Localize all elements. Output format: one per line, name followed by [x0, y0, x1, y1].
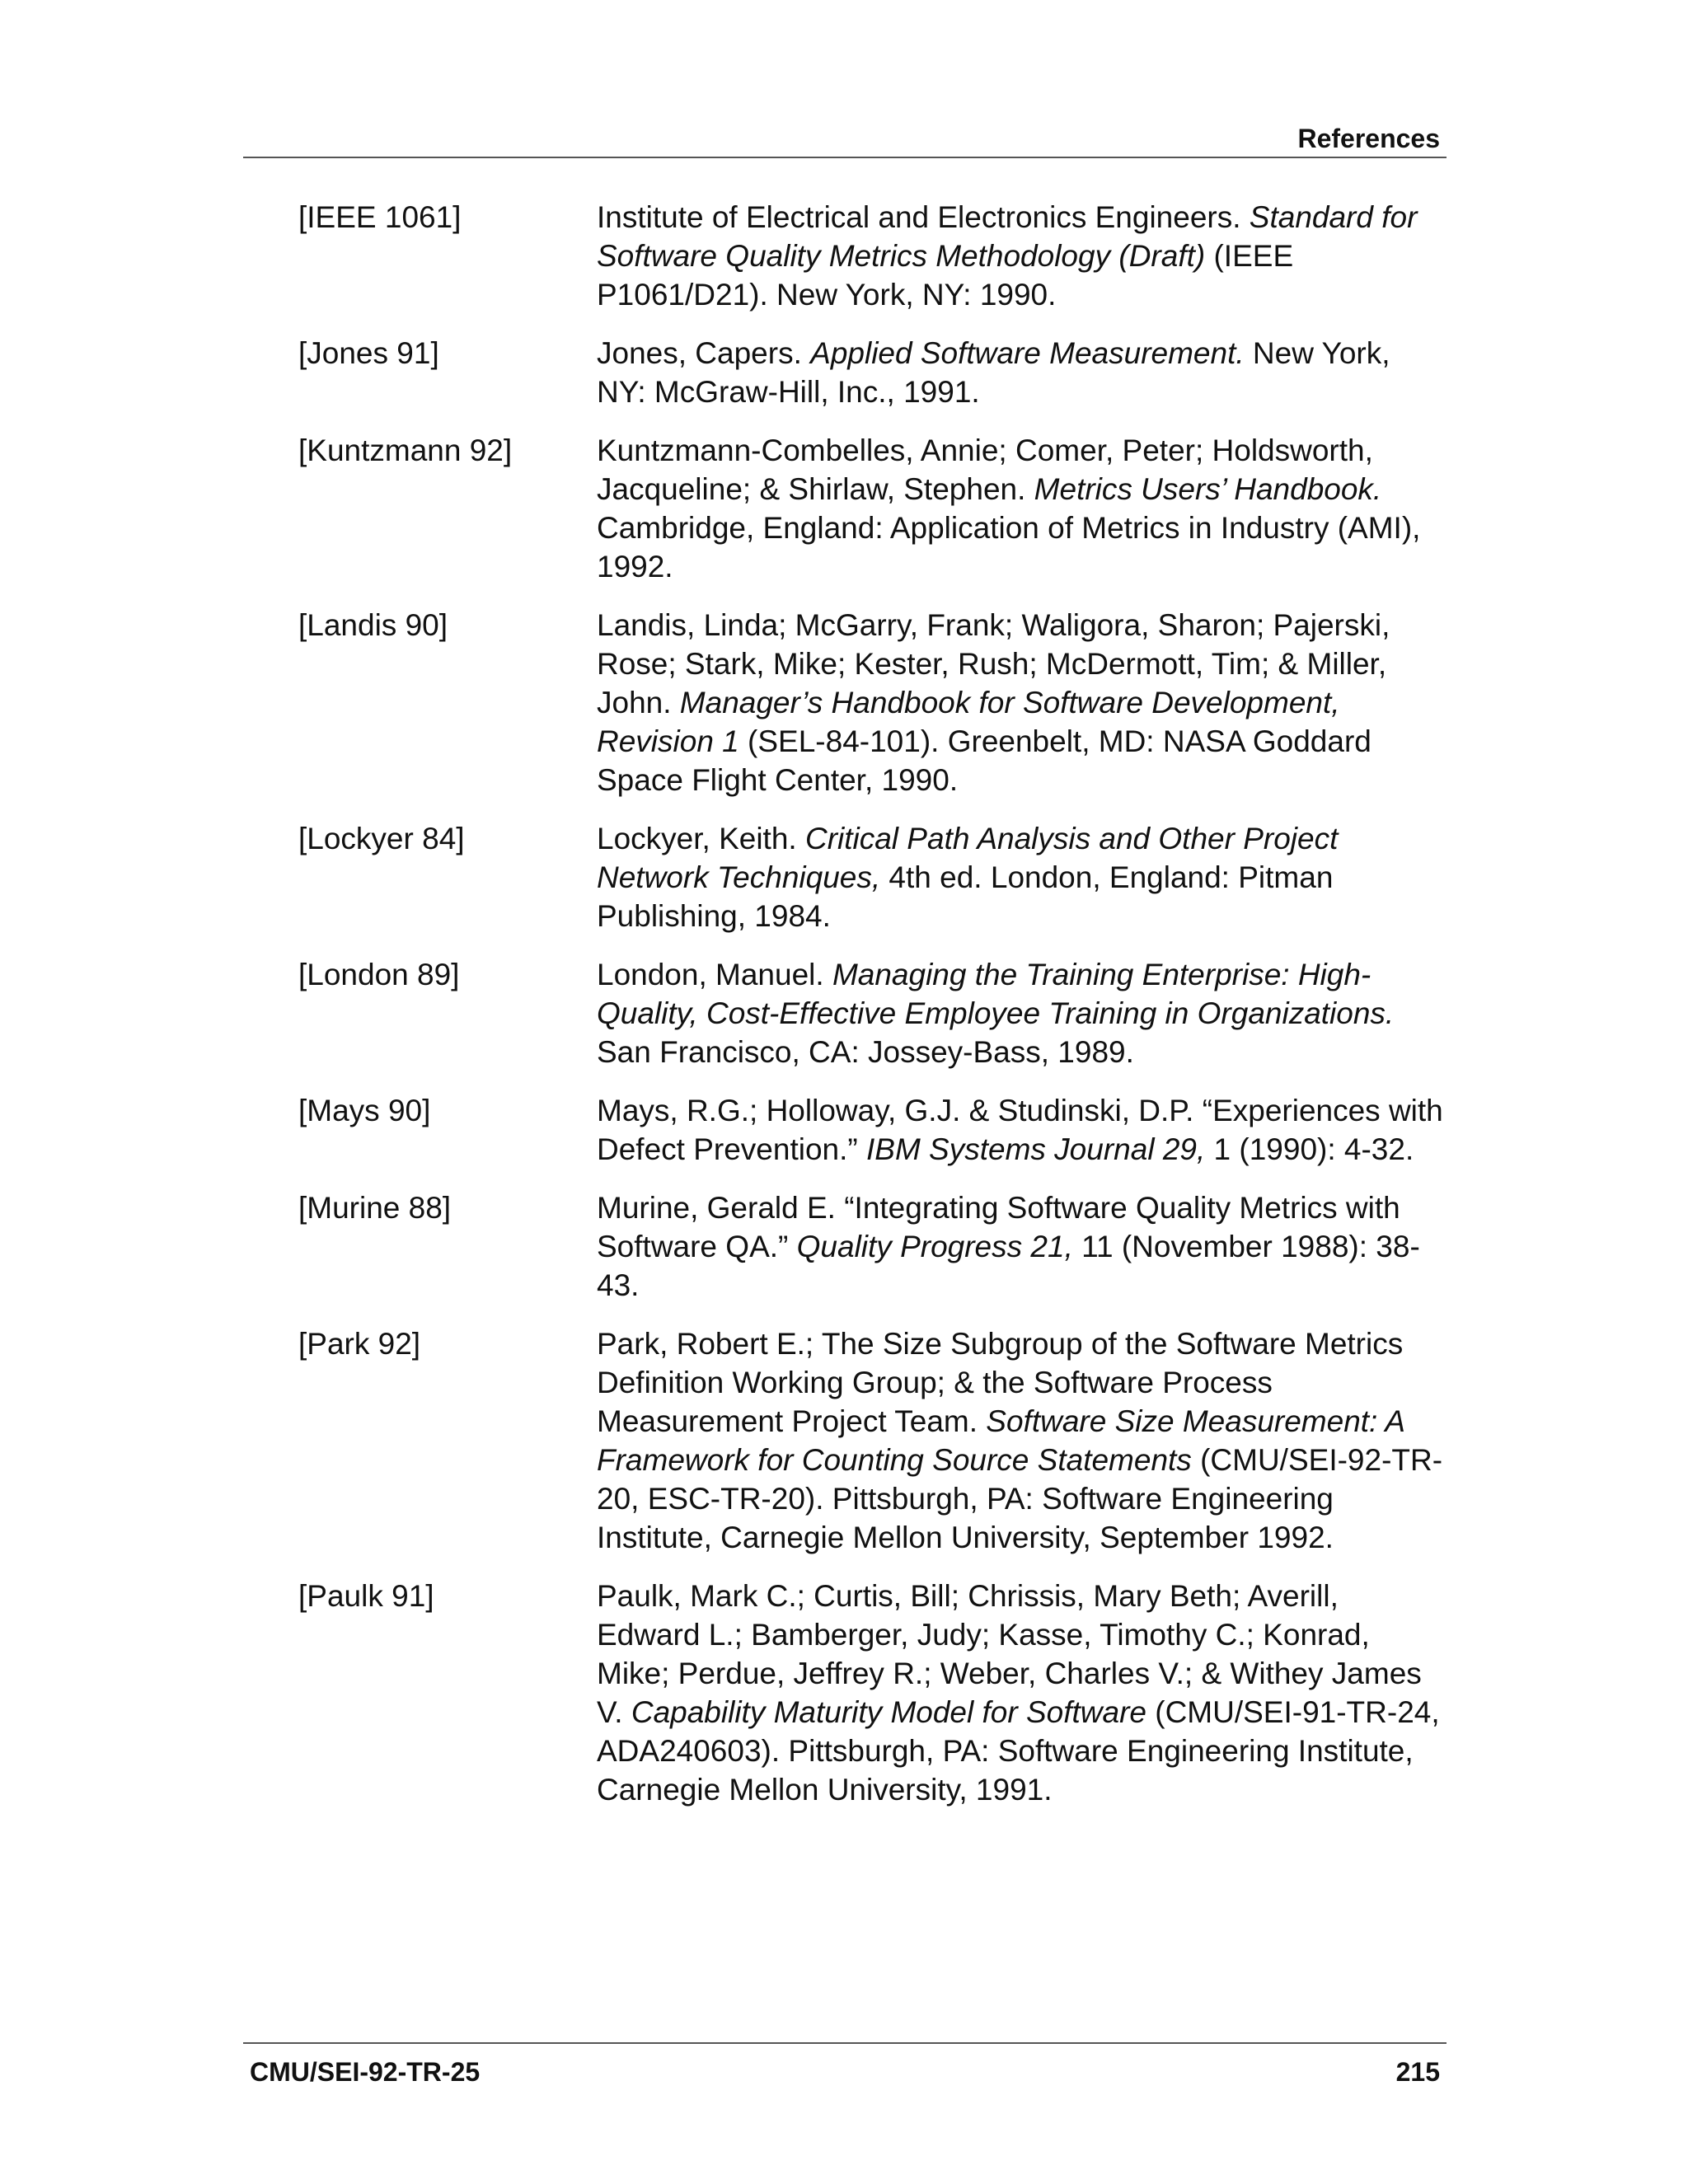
- reference-text: [597, 1188, 1444, 1305]
- reference-entry: [298, 819, 1444, 935]
- reference-text: [597, 819, 1444, 935]
- reference-text-run: Mays, R.G.; Holloway, G.J. & Studinski, D.P. “Experiences with Defect Prevention.”: [597, 1094, 1443, 1166]
- reference-key: [London 89]: [298, 958, 460, 991]
- reference-text-run: (IEEE P1061/D21). New York, NY: 1990.: [597, 239, 1294, 312]
- reference-title: Standard for Software Quality Metrics Methodology (Draft): [597, 200, 1418, 273]
- reference-key: [Landis 90]: [298, 608, 448, 642]
- reference-title: Quality Progress 21,: [796, 1230, 1073, 1263]
- reference-entry: [298, 431, 1444, 586]
- reference-text-run: Park, Robert E.; The Size Subgroup of the Software Metrics Definition Working Group; & the Software Process Measurement Project Team.: [597, 1327, 1404, 1438]
- reference-text-run: Landis, Linda; McGarry, Frank; Waligora, Sharon; Pajerski, Rose; Stark, Mike; Kester, Rush; McDermott, Tim; & Miller, John.: [597, 608, 1390, 719]
- reference-text-run: Kuntzmann-Combelles, Annie; Comer, Peter; Holdsworth, Jacqueline; & Shirlaw, Stephen.: [597, 434, 1373, 506]
- reference-entry: [298, 1091, 1444, 1169]
- reference-text: [597, 1091, 1444, 1169]
- reference-title: Critical Path Analysis and Other Project Network Techniques,: [597, 822, 1339, 894]
- reference-text-run: 4th ed. London, England: Pitman Publishing, 1984.: [597, 860, 1334, 933]
- reference-title: Manager’s Handbook for Software Development, Revision 1: [597, 686, 1340, 758]
- reference-text-run: Paulk, Mark C.; Curtis, Bill; Chrissis, Mary Beth; Averill, Edward L.; Bamberger, Judy; Kasse, Timothy C.; Konrad, Mike; Perdue, Jeffrey R.; Weber, Charles V.; & Withey James V.: [597, 1579, 1422, 1729]
- reference-entry: [298, 1324, 1444, 1557]
- reference-text-run: Jones, Capers.: [597, 336, 811, 370]
- reference-text-run: (SEL-84-101). Greenbelt, MD: NASA Goddard Space Flight Center, 1990.: [597, 724, 1372, 797]
- reference-key: [Kuntzmann 92]: [298, 434, 513, 467]
- reference-text-run: San Francisco, CA: Jossey-Bass, 1989.: [597, 1035, 1134, 1069]
- reference-text: [597, 334, 1444, 411]
- reference-title: Capability Maturity Model for Software: [631, 1695, 1146, 1729]
- reference-key: [Lockyer 84]: [298, 822, 465, 855]
- reference-text: [597, 431, 1444, 586]
- reference-text: [597, 198, 1444, 314]
- reference-list: [298, 198, 1444, 1829]
- reference-title: IBM Systems Journal 29,: [865, 1132, 1206, 1166]
- reference-text-run: 1 (1990): 4-32.: [1205, 1132, 1414, 1166]
- section-title: References: [1297, 124, 1440, 153]
- reference-text-run: Cambridge, England: Application of Metrics in Industry (AMI), 1992.: [597, 511, 1421, 583]
- report-number: CMU/SEI-92-TR-25: [250, 2057, 481, 2087]
- reference-entry: [298, 955, 1444, 1071]
- reference-entry: [298, 1188, 1444, 1305]
- reference-entry: [298, 198, 1444, 314]
- reference-entry: [298, 606, 1444, 799]
- reference-text-run: New York, NY: McGraw-Hill, Inc., 1991.: [597, 336, 1390, 409]
- reference-key: [Park 92]: [298, 1327, 421, 1361]
- reference-title: Applied Software Measurement.: [810, 336, 1245, 370]
- reference-text: [597, 955, 1444, 1071]
- reference-key: [Paulk 91]: [298, 1579, 434, 1613]
- page-footer: [243, 2042, 1447, 2087]
- reference-text-run: 11 (November 1988): 38-43.: [597, 1230, 1420, 1302]
- reference-title: Metrics Users’ Handbook.: [1034, 472, 1382, 506]
- page-header: [243, 124, 1447, 158]
- reference-text-run: Murine, Gerald E. “Integrating Software Quality Metrics with Software QA.”: [597, 1191, 1400, 1263]
- reference-text-run: (CMU/SEI-92-TR-20, ESC-TR-20). Pittsburgh, PA: Software Engineering Institute, Carnegie Mellon University, September 1992.: [597, 1443, 1443, 1554]
- reference-text-run: London, Manuel.: [597, 958, 832, 991]
- page-number: 215: [1395, 2057, 1440, 2087]
- reference-key: [Mays 90]: [298, 1094, 431, 1127]
- reference-key: [IEEE 1061]: [298, 200, 462, 234]
- reference-key: [Murine 88]: [298, 1191, 452, 1225]
- reference-text: [597, 606, 1444, 799]
- reference-text: [597, 1324, 1444, 1557]
- reference-text: [597, 1577, 1444, 1809]
- reference-key: [Jones 91]: [298, 336, 439, 370]
- reference-entry: [298, 1577, 1444, 1809]
- reference-text-run: Institute of Electrical and Electronics Engineers.: [597, 200, 1250, 234]
- reference-entry: [298, 334, 1444, 411]
- reference-text-run: Lockyer, Keith.: [597, 822, 805, 855]
- reference-title: Managing the Training Enterprise: High-Quality, Cost-Effective Employee Training in Organizations.: [597, 958, 1395, 1030]
- reference-title: Software Size Measurement: A Framework for Counting Source Statements: [597, 1404, 1404, 1477]
- reference-text-run: (CMU/SEI-91-TR-24, ADA240603). Pittsburgh, PA: Software Engineering Institute, Carnegie Mellon University, 1991.: [597, 1695, 1440, 1807]
